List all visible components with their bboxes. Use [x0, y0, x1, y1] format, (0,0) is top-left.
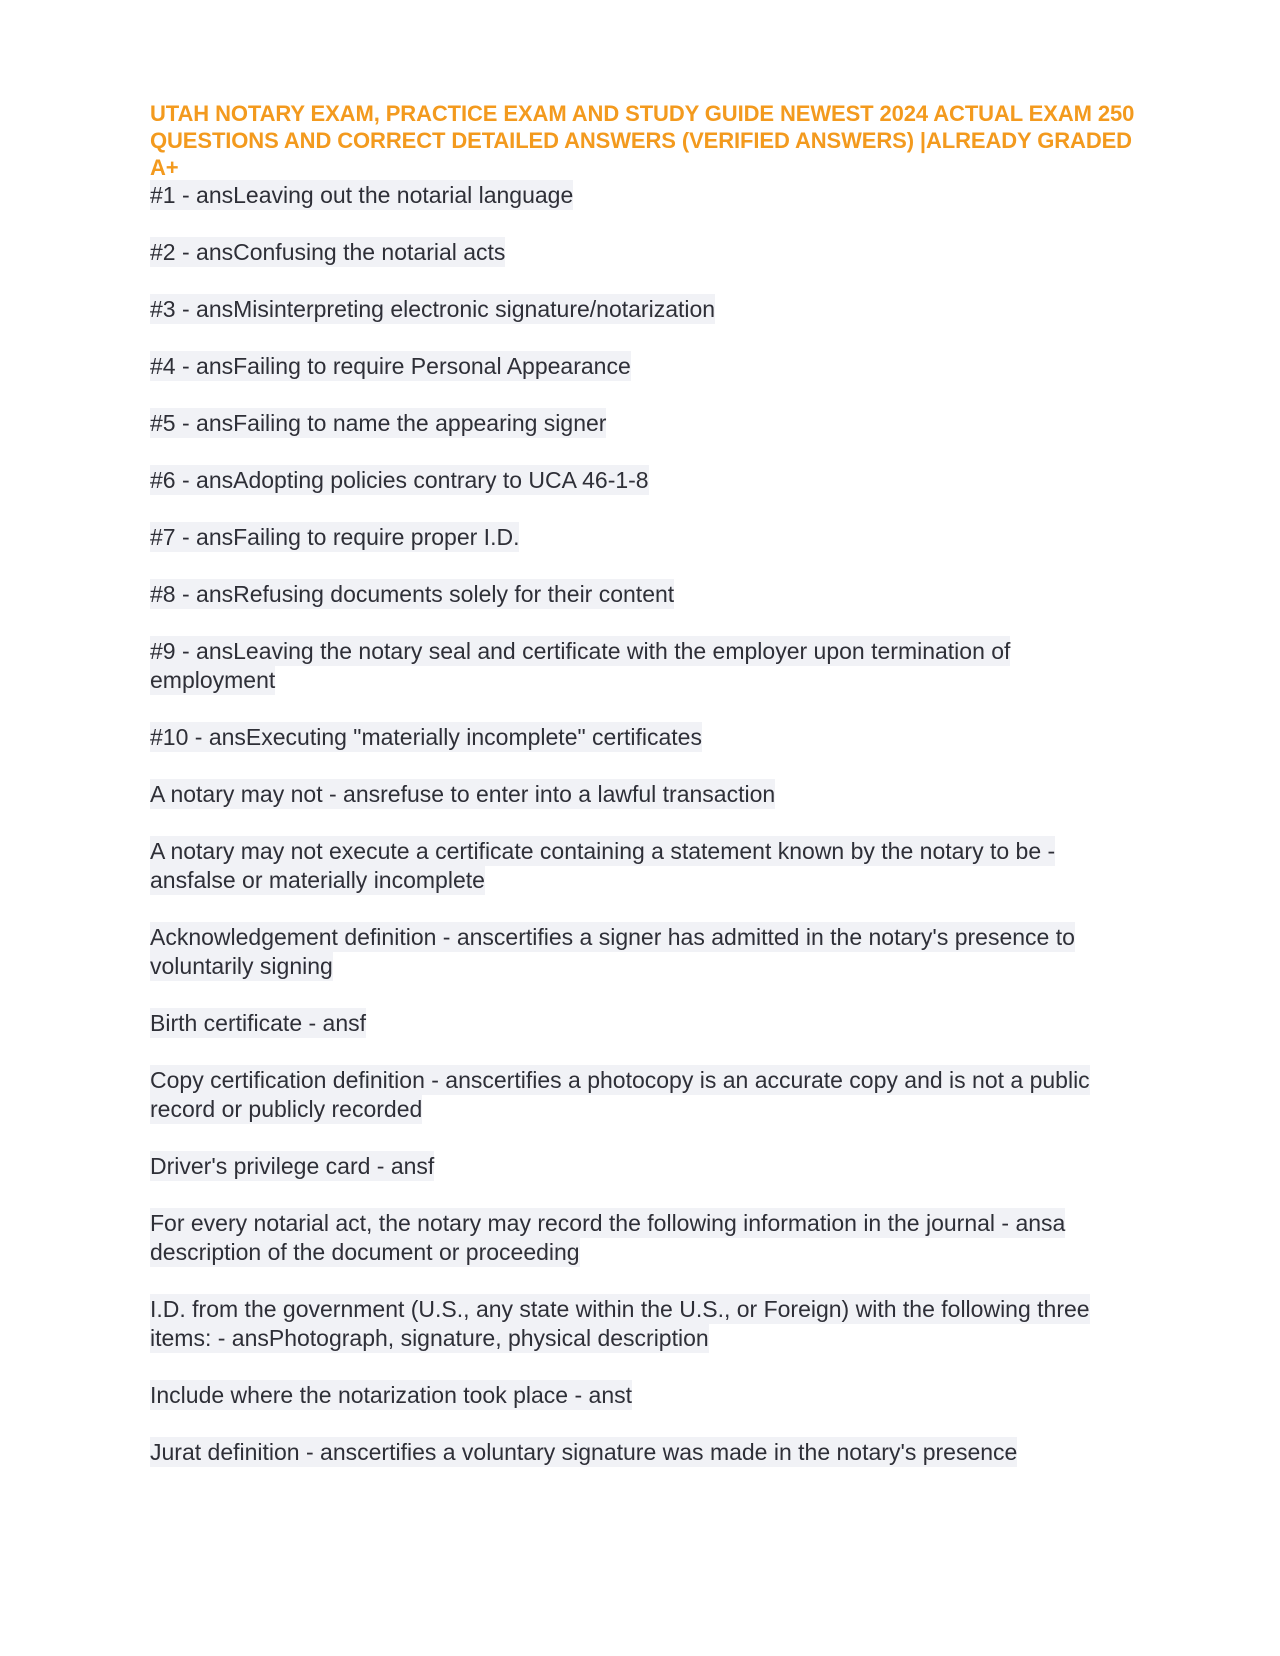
list-item: [150, 580, 1140, 609]
list-item: [150, 780, 1140, 809]
entry-text: #8 - ansRefusing documents solely for their content: [150, 581, 675, 607]
list-item: [150, 637, 1140, 695]
list-item: [150, 1209, 1140, 1267]
list-item: [150, 352, 1140, 381]
list-item: [150, 238, 1140, 267]
entry-text: #4 - ansFailing to require Personal Appearance: [150, 353, 631, 379]
list-item: [150, 837, 1140, 895]
entry-text: #10 - ansExecuting "materially incomplete" certificates: [150, 724, 702, 750]
list-item: [150, 466, 1140, 495]
document-title: UTAH NOTARY EXAM, PRACTICE EXAM AND STUDY GUIDE NEWEST 2024 ACTUAL EXAM 250 QUESTIONS AND CORRECT DETAILED ANSWERS (VERIFIED ANSWERS) |ALREADY GRADED A+: [150, 101, 1135, 180]
list-item: [150, 1381, 1140, 1410]
entry-text: #2 - ansConfusing the notarial acts: [150, 239, 506, 265]
list-item: [150, 1066, 1140, 1124]
list-item: [150, 1295, 1140, 1353]
list-item: [150, 723, 1140, 752]
entry-text: I.D. from the government (U.S., any state within the U.S., or Foreign) with the following three items: - ansPhotograph, signature, physical description: [150, 1296, 1090, 1351]
entry-text: Copy certification definition - anscertifies a photocopy is an accurate copy and is not a public record or publicly recorded: [150, 1067, 1090, 1122]
list-item: [150, 1438, 1140, 1467]
entry-text: Jurat definition - anscertifies a voluntary signature was made in the notary's presence: [150, 1439, 1018, 1465]
list-item: [150, 1009, 1140, 1038]
entry-text: Driver's privilege card - ansf: [150, 1153, 435, 1179]
entry-text: #1 - ansLeaving out the notarial language: [150, 182, 574, 208]
document-page: [150, 100, 1140, 1495]
list-item: [150, 409, 1140, 438]
qa-list: [150, 181, 1140, 1467]
list-item: [150, 1152, 1140, 1181]
entry-text: #6 - ansAdopting policies contrary to UCA 46-1-8: [150, 467, 649, 493]
entry-text: Acknowledgement definition - anscertifies a signer has admitted in the notary's presence to voluntarily signing: [150, 924, 1075, 979]
list-item: [150, 295, 1140, 324]
entry-text: #7 - ansFailing to require proper I.D.: [150, 524, 520, 550]
list-item: [150, 523, 1140, 552]
entry-text: #9 - ansLeaving the notary seal and certificate with the employer upon termination of employment: [150, 638, 1011, 693]
entry-text: Include where the notarization took place - anst: [150, 1382, 633, 1408]
entry-text: #3 - ansMisinterpreting electronic signature/notarization: [150, 296, 716, 322]
entry-text: Birth certificate - ansf: [150, 1010, 367, 1036]
entry-text: A notary may not - ansrefuse to enter into a lawful transaction: [150, 781, 776, 807]
entry-text: #5 - ansFailing to name the appearing signer: [150, 410, 607, 436]
list-item: [150, 923, 1140, 981]
entry-text: For every notarial act, the notary may record the following information in the journal - ansa description of the document or proceeding: [150, 1210, 1066, 1265]
entry-text: A notary may not execute a certificate containing a statement known by the notary to be - ansfalse or materially incomplete: [150, 838, 1056, 893]
list-item: [150, 181, 1140, 210]
